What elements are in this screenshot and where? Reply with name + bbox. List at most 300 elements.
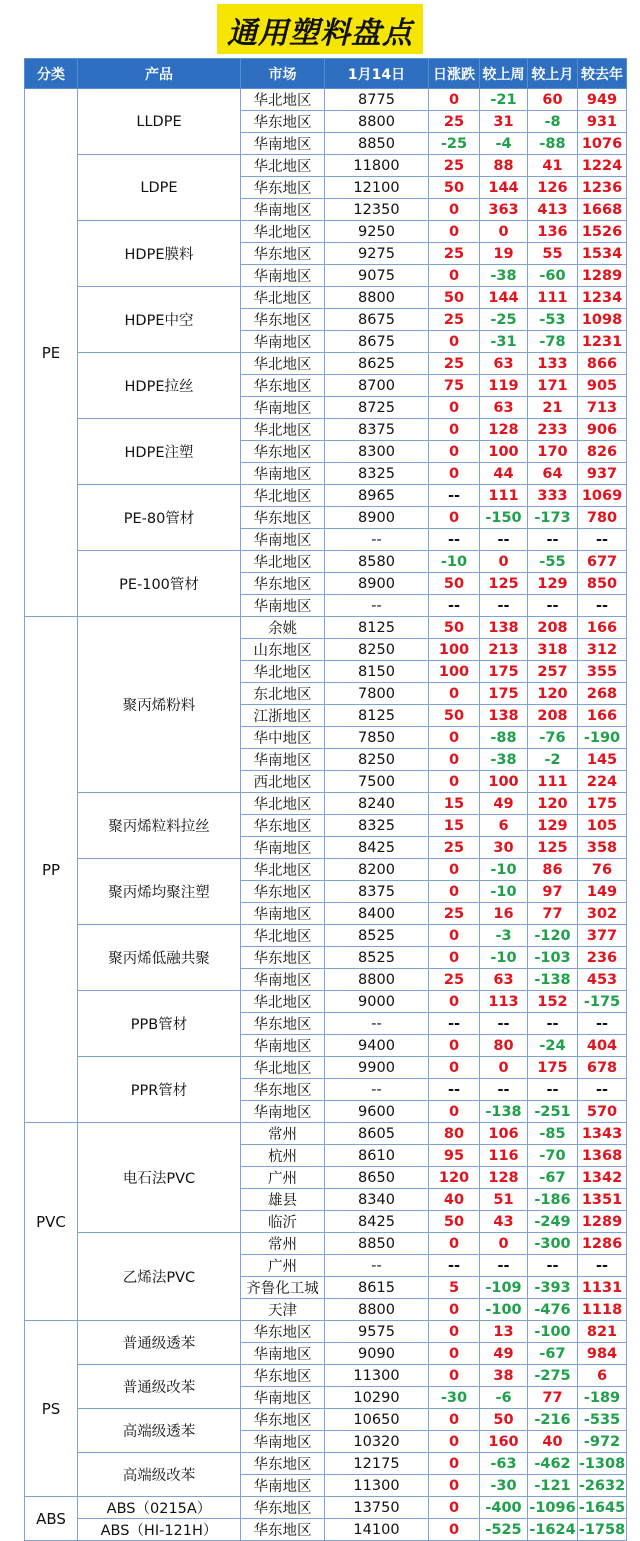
product-cell: 聚丙烯低融共聚: [78, 925, 241, 991]
daily-change-cell: 50: [429, 573, 480, 595]
price-cell: 10650: [325, 1409, 429, 1431]
month-change-cell: 333: [528, 485, 578, 507]
week-change-cell: 125: [480, 573, 528, 595]
year-change-cell: 1118: [578, 1299, 627, 1321]
daily-change-cell: 0: [429, 1233, 480, 1255]
product-cell: PE-80管材: [78, 485, 241, 551]
week-change-cell: 106: [480, 1123, 528, 1145]
month-change-cell: -100: [528, 1321, 578, 1343]
month-change-cell: -76: [528, 727, 578, 749]
week-change-cell: 138: [480, 617, 528, 639]
price-cell: 8375: [325, 419, 429, 441]
price-cell: 8900: [325, 573, 429, 595]
market-cell: 东北地区: [241, 683, 325, 705]
daily-change-cell: 0: [429, 859, 480, 881]
week-change-cell: 363: [480, 199, 528, 221]
table-row: [25, 353, 627, 375]
week-change-cell: -6: [480, 1387, 528, 1409]
market-cell: 华北地区: [241, 551, 325, 573]
week-change-cell: -10: [480, 881, 528, 903]
year-change-cell: 166: [578, 617, 627, 639]
price-cell: --: [325, 1255, 429, 1277]
year-change-cell: 1069: [578, 485, 627, 507]
market-cell: 华南地区: [241, 837, 325, 859]
price-cell: 8150: [325, 661, 429, 683]
product-cell: HDPE膜料: [78, 221, 241, 287]
daily-change-cell: 25: [429, 969, 480, 991]
daily-change-cell: 15: [429, 815, 480, 837]
category-cell: PVC: [25, 1123, 78, 1321]
market-cell: 华南地区: [241, 1475, 325, 1497]
daily-change-cell: 0: [429, 397, 480, 419]
month-change-cell: --: [528, 595, 578, 617]
market-cell: 杭州: [241, 1145, 325, 1167]
header-product: 产品: [78, 59, 241, 89]
market-cell: 华东地区: [241, 1519, 325, 1541]
week-change-cell: 13: [480, 1321, 528, 1343]
year-change-cell: 850: [578, 573, 627, 595]
market-cell: 华东地区: [241, 1013, 325, 1035]
header-vs-last-week: 较上周: [480, 59, 528, 89]
price-cell: 8400: [325, 903, 429, 925]
year-change-cell: -190: [578, 727, 627, 749]
market-cell: 华北地区: [241, 353, 325, 375]
table-row: [25, 221, 627, 243]
year-change-cell: --: [578, 595, 627, 617]
week-change-cell: -150: [480, 507, 528, 529]
product-cell: PPB管材: [78, 991, 241, 1057]
market-cell: 常州: [241, 1123, 325, 1145]
year-change-cell: -972: [578, 1431, 627, 1453]
product-cell: PE-100管材: [78, 551, 241, 617]
year-change-cell: 713: [578, 397, 627, 419]
year-change-cell: 145: [578, 749, 627, 771]
month-change-cell: 170: [528, 441, 578, 463]
year-change-cell: 312: [578, 639, 627, 661]
price-cell: 8700: [325, 375, 429, 397]
market-cell: 华东地区: [241, 815, 325, 837]
daily-change-cell: 0: [429, 1101, 480, 1123]
price-cell: 9900: [325, 1057, 429, 1079]
market-cell: 华南地区: [241, 133, 325, 155]
market-cell: 华南地区: [241, 1431, 325, 1453]
market-cell: 华东地区: [241, 243, 325, 265]
price-cell: 8125: [325, 705, 429, 727]
week-change-cell: -88: [480, 727, 528, 749]
week-change-cell: 44: [480, 463, 528, 485]
market-cell: 华南地区: [241, 1035, 325, 1057]
price-cell: 8775: [325, 89, 429, 111]
month-change-cell: -70: [528, 1145, 578, 1167]
week-change-cell: 138: [480, 705, 528, 727]
week-change-cell: 63: [480, 353, 528, 375]
week-change-cell: 31: [480, 111, 528, 133]
price-cell: 8725: [325, 397, 429, 419]
daily-change-cell: --: [429, 529, 480, 551]
month-change-cell: --: [528, 1013, 578, 1035]
market-cell: 华北地区: [241, 155, 325, 177]
table-row: [25, 287, 627, 309]
month-change-cell: -8: [528, 111, 578, 133]
price-cell: 8800: [325, 111, 429, 133]
price-cell: 8325: [325, 463, 429, 485]
week-change-cell: --: [480, 595, 528, 617]
year-change-cell: 826: [578, 441, 627, 463]
week-change-cell: -63: [480, 1453, 528, 1475]
year-change-cell: 105: [578, 815, 627, 837]
year-change-cell: 677: [578, 551, 627, 573]
month-change-cell: -173: [528, 507, 578, 529]
week-change-cell: 113: [480, 991, 528, 1013]
year-change-cell: 1526: [578, 221, 627, 243]
daily-change-cell: 0: [429, 1453, 480, 1475]
category-cell: PP: [25, 617, 78, 1123]
header-vs-last-month: 较上月: [528, 59, 578, 89]
market-cell: 华东地区: [241, 1453, 325, 1475]
product-cell: 普通级透苯: [78, 1321, 241, 1365]
price-cell: 8625: [325, 353, 429, 375]
price-cell: 11300: [325, 1365, 429, 1387]
year-change-cell: 906: [578, 419, 627, 441]
week-change-cell: 63: [480, 397, 528, 419]
price-cell: 14100: [325, 1519, 429, 1541]
year-change-cell: 358: [578, 837, 627, 859]
market-cell: 华南地区: [241, 529, 325, 551]
year-change-cell: 1343: [578, 1123, 627, 1145]
year-change-cell: -189: [578, 1387, 627, 1409]
product-cell: 聚丙烯粉料: [78, 617, 241, 793]
daily-change-cell: 0: [429, 1409, 480, 1431]
month-change-cell: 152: [528, 991, 578, 1013]
month-change-cell: -24: [528, 1035, 578, 1057]
month-change-cell: 233: [528, 419, 578, 441]
daily-change-cell: 25: [429, 111, 480, 133]
daily-change-cell: 0: [429, 1519, 480, 1541]
week-change-cell: -38: [480, 265, 528, 287]
year-change-cell: 377: [578, 925, 627, 947]
month-change-cell: -53: [528, 309, 578, 331]
daily-change-cell: 0: [429, 265, 480, 287]
category-cell: PE: [25, 89, 78, 617]
week-change-cell: 6: [480, 815, 528, 837]
daily-change-cell: 0: [429, 331, 480, 353]
market-cell: 华南地区: [241, 1387, 325, 1409]
week-change-cell: 49: [480, 1343, 528, 1365]
price-cell: 7850: [325, 727, 429, 749]
price-cell: 9575: [325, 1321, 429, 1343]
week-change-cell: 38: [480, 1365, 528, 1387]
table-header: [25, 59, 627, 89]
table-row: [25, 1123, 627, 1145]
market-cell: 华东地区: [241, 441, 325, 463]
month-change-cell: -393: [528, 1277, 578, 1299]
market-cell: 华东地区: [241, 1409, 325, 1431]
market-cell: 华东地区: [241, 881, 325, 903]
daily-change-cell: -25: [429, 133, 480, 155]
price-cell: 8525: [325, 925, 429, 947]
price-cell: 11800: [325, 155, 429, 177]
year-change-cell: 1076: [578, 133, 627, 155]
market-cell: 华南地区: [241, 463, 325, 485]
product-cell: PPR管材: [78, 1057, 241, 1123]
product-cell: 乙烯法PVC: [78, 1233, 241, 1321]
week-change-cell: -31: [480, 331, 528, 353]
year-change-cell: 453: [578, 969, 627, 991]
week-change-cell: -25: [480, 309, 528, 331]
daily-change-cell: 75: [429, 375, 480, 397]
year-change-cell: 1342: [578, 1167, 627, 1189]
price-cell: 8375: [325, 881, 429, 903]
price-cell: 7800: [325, 683, 429, 705]
week-change-cell: 19: [480, 243, 528, 265]
market-cell: 西北地区: [241, 771, 325, 793]
product-cell: ABS（0215A）: [78, 1497, 241, 1519]
market-cell: 华东地区: [241, 573, 325, 595]
market-cell: 华东地区: [241, 1321, 325, 1343]
table-row: [25, 617, 627, 639]
daily-change-cell: 0: [429, 1497, 480, 1519]
year-change-cell: 1224: [578, 155, 627, 177]
table-body: [25, 89, 627, 1541]
year-change-cell: 570: [578, 1101, 627, 1123]
daily-change-cell: 0: [429, 507, 480, 529]
market-cell: 余姚: [241, 617, 325, 639]
year-change-cell: 821: [578, 1321, 627, 1343]
month-change-cell: 111: [528, 287, 578, 309]
price-cell: 12350: [325, 199, 429, 221]
month-change-cell: 129: [528, 573, 578, 595]
market-cell: 华南地区: [241, 969, 325, 991]
month-change-cell: 257: [528, 661, 578, 683]
header-market: 市场: [241, 59, 325, 89]
market-cell: 华东地区: [241, 1079, 325, 1101]
table-row: [25, 485, 627, 507]
year-change-cell: 149: [578, 881, 627, 903]
table-row: [25, 1321, 627, 1343]
price-cell: 9090: [325, 1343, 429, 1365]
price-cell: 8525: [325, 947, 429, 969]
header-row: [25, 59, 627, 89]
year-change-cell: -1758: [578, 1519, 627, 1541]
week-change-cell: 49: [480, 793, 528, 815]
daily-change-cell: 0: [429, 749, 480, 771]
market-cell: 华北地区: [241, 485, 325, 507]
table-row: [25, 1497, 627, 1519]
daily-change-cell: 5: [429, 1277, 480, 1299]
month-change-cell: 86: [528, 859, 578, 881]
price-cell: 12100: [325, 177, 429, 199]
daily-change-cell: 50: [429, 287, 480, 309]
month-change-cell: -186: [528, 1189, 578, 1211]
month-change-cell: 175: [528, 1057, 578, 1079]
header-vs-last-year: 较去年: [578, 59, 627, 89]
price-cell: 8650: [325, 1167, 429, 1189]
market-cell: 华北地区: [241, 89, 325, 111]
year-change-cell: -175: [578, 991, 627, 1013]
product-cell: 电石法PVC: [78, 1123, 241, 1233]
daily-change-cell: 25: [429, 903, 480, 925]
year-change-cell: 175: [578, 793, 627, 815]
market-cell: 华东地区: [241, 507, 325, 529]
daily-change-cell: 0: [429, 1035, 480, 1057]
week-change-cell: 80: [480, 1035, 528, 1057]
market-cell: 山东地区: [241, 639, 325, 661]
product-cell: 普通级改苯: [78, 1365, 241, 1409]
price-cell: 13750: [325, 1497, 429, 1519]
product-cell: 聚丙烯均聚注塑: [78, 859, 241, 925]
price-cell: 8125: [325, 617, 429, 639]
product-cell: HDPE拉丝: [78, 353, 241, 419]
market-cell: 华北地区: [241, 221, 325, 243]
category-cell: ABS: [25, 1497, 78, 1541]
week-change-cell: --: [480, 1079, 528, 1101]
market-cell: 华南地区: [241, 199, 325, 221]
daily-change-cell: 0: [429, 991, 480, 1013]
week-change-cell: 213: [480, 639, 528, 661]
month-change-cell: -78: [528, 331, 578, 353]
year-change-cell: --: [578, 529, 627, 551]
price-cell: 8675: [325, 309, 429, 331]
price-cell: 8580: [325, 551, 429, 573]
year-change-cell: -1308: [578, 1453, 627, 1475]
daily-change-cell: 0: [429, 221, 480, 243]
month-change-cell: -88: [528, 133, 578, 155]
category-cell: PS: [25, 1321, 78, 1497]
price-cell: --: [325, 529, 429, 551]
year-change-cell: 1368: [578, 1145, 627, 1167]
market-cell: 华南地区: [241, 595, 325, 617]
year-change-cell: 1131: [578, 1277, 627, 1299]
month-change-cell: -216: [528, 1409, 578, 1431]
daily-change-cell: 40: [429, 1189, 480, 1211]
market-cell: 华东地区: [241, 1497, 325, 1519]
week-change-cell: 51: [480, 1189, 528, 1211]
daily-change-cell: 25: [429, 353, 480, 375]
price-table: [24, 58, 627, 1541]
month-change-cell: -55: [528, 551, 578, 573]
daily-change-cell: 0: [429, 199, 480, 221]
daily-change-cell: 100: [429, 639, 480, 661]
month-change-cell: -251: [528, 1101, 578, 1123]
year-change-cell: 984: [578, 1343, 627, 1365]
year-change-cell: 905: [578, 375, 627, 397]
year-change-cell: 937: [578, 463, 627, 485]
market-cell: 华北地区: [241, 859, 325, 881]
month-change-cell: 208: [528, 705, 578, 727]
month-change-cell: -300: [528, 1233, 578, 1255]
daily-change-cell: 0: [429, 1299, 480, 1321]
market-cell: 华东地区: [241, 1365, 325, 1387]
month-change-cell: -67: [528, 1343, 578, 1365]
month-change-cell: --: [528, 1255, 578, 1277]
year-change-cell: 355: [578, 661, 627, 683]
market-cell: 华南地区: [241, 749, 325, 771]
year-change-cell: 1286: [578, 1233, 627, 1255]
market-cell: 华北地区: [241, 991, 325, 1013]
daily-change-cell: 25: [429, 309, 480, 331]
table-row: [25, 1409, 627, 1431]
month-change-cell: -85: [528, 1123, 578, 1145]
week-change-cell: 160: [480, 1431, 528, 1453]
market-cell: 华南地区: [241, 397, 325, 419]
year-change-cell: 1236: [578, 177, 627, 199]
table-row: [25, 1453, 627, 1475]
daily-change-cell: 80: [429, 1123, 480, 1145]
daily-change-cell: 0: [429, 1475, 480, 1497]
week-change-cell: 63: [480, 969, 528, 991]
week-change-cell: --: [480, 1255, 528, 1277]
month-change-cell: 129: [528, 815, 578, 837]
year-change-cell: 1668: [578, 199, 627, 221]
week-change-cell: 144: [480, 177, 528, 199]
price-cell: 8675: [325, 331, 429, 353]
daily-change-cell: 0: [429, 441, 480, 463]
price-cell: 8965: [325, 485, 429, 507]
week-change-cell: 128: [480, 1167, 528, 1189]
price-cell: 11300: [325, 1475, 429, 1497]
product-cell: LLDPE: [78, 89, 241, 155]
table-row: [25, 89, 627, 111]
header-daily-change: 日涨跌: [429, 59, 480, 89]
daily-change-cell: 50: [429, 705, 480, 727]
daily-change-cell: 0: [429, 947, 480, 969]
year-change-cell: -535: [578, 1409, 627, 1431]
month-change-cell: -120: [528, 925, 578, 947]
week-change-cell: 0: [480, 1233, 528, 1255]
daily-change-cell: 15: [429, 793, 480, 815]
price-cell: 9400: [325, 1035, 429, 1057]
week-change-cell: 0: [480, 551, 528, 573]
price-cell: 8850: [325, 1233, 429, 1255]
daily-change-cell: -10: [429, 551, 480, 573]
price-cell: 8605: [325, 1123, 429, 1145]
price-cell: 9250: [325, 221, 429, 243]
daily-change-cell: 95: [429, 1145, 480, 1167]
daily-change-cell: 50: [429, 1211, 480, 1233]
price-cell: 9275: [325, 243, 429, 265]
week-change-cell: -4: [480, 133, 528, 155]
title-area: [0, 0, 640, 58]
product-cell: HDPE中空: [78, 287, 241, 353]
daily-change-cell: 25: [429, 243, 480, 265]
month-change-cell: 60: [528, 89, 578, 111]
year-change-cell: 678: [578, 1057, 627, 1079]
daily-change-cell: 0: [429, 1365, 480, 1387]
market-cell: 华北地区: [241, 793, 325, 815]
price-cell: 8800: [325, 1299, 429, 1321]
month-change-cell: -60: [528, 265, 578, 287]
month-change-cell: -1096: [528, 1497, 578, 1519]
header-category: 分类: [25, 59, 78, 89]
market-cell: 广州: [241, 1255, 325, 1277]
year-change-cell: 1234: [578, 287, 627, 309]
month-change-cell: 77: [528, 903, 578, 925]
month-change-cell: -121: [528, 1475, 578, 1497]
daily-change-cell: 25: [429, 155, 480, 177]
week-change-cell: 0: [480, 1057, 528, 1079]
daily-change-cell: 25: [429, 837, 480, 859]
year-change-cell: 866: [578, 353, 627, 375]
price-cell: 10290: [325, 1387, 429, 1409]
table-row: [25, 925, 627, 947]
week-change-cell: -525: [480, 1519, 528, 1541]
daily-change-cell: 0: [429, 925, 480, 947]
month-change-cell: 126: [528, 177, 578, 199]
month-change-cell: -2: [528, 749, 578, 771]
week-change-cell: 30: [480, 837, 528, 859]
market-cell: 华北地区: [241, 1057, 325, 1079]
year-change-cell: 931: [578, 111, 627, 133]
